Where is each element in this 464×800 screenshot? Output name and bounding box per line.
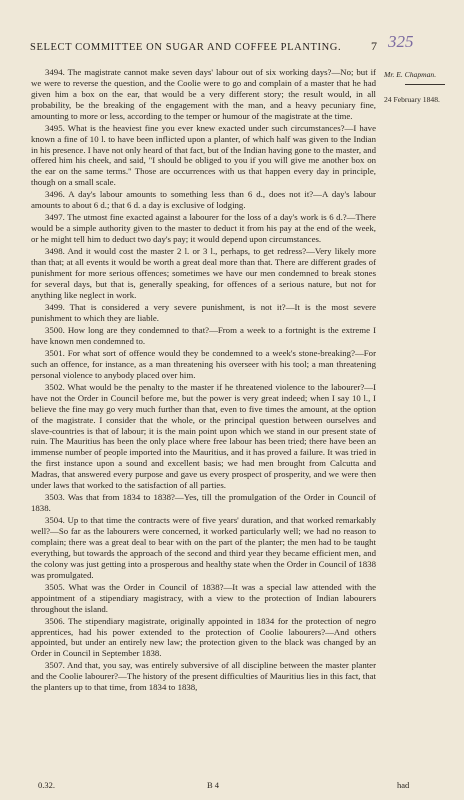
testimony-body (31, 67, 376, 694)
witness-name: Mr. E. Chapman. (384, 70, 437, 79)
footer-signature-mark: 0.32. (38, 780, 55, 790)
question-paragraph: 3503. Was that from 1834 to 1838?—Yes, till the promulgation of the Order in Council of 1838. (31, 492, 376, 514)
question-paragraph: 3505. What was the Order in Council of 1838?—It was a special law attended with the appointment of a stipendiary magistracy, with a view to the protection of Indian labourers throughout the island. (31, 581, 376, 614)
handwritten-folio-number: 325 (388, 32, 414, 51)
footer-catchword: had (397, 780, 410, 790)
question-paragraph: 3507. And that, you say, was entirely subversive of all discipline between the master planter and the Coolie labourer?—The history of the present difficulties of Mauritius lies in this fact, that the planters up to that time, from 1834 to 1838, (31, 660, 376, 693)
page-header-title: SELECT COMMITTEE ON SUGAR AND COFFEE PLANTING. (30, 42, 342, 53)
footer-sheet-mark: B 4 (207, 780, 220, 790)
question-paragraph: 3497. The utmost fine exacted against a labourer for the loss of a day's work is 6 d.?—There would be a simple authority given to the master to deduct it from his pay at the end of the week, or he might tell him to deduct two day's pay; it would depend upon circumstances. (31, 212, 376, 245)
question-paragraph: 3501. For what sort of offence would they be condemned to a week's stone-breaking?—For such an offence, for instance, as a man threatening his overseer with his tool; a man threatening personal violence to anybody placed over him. (31, 347, 376, 380)
testimony-date: 24 February 1848. (384, 95, 440, 104)
question-paragraph: 3495. What is the heaviest fine you ever knew exacted under such circumstances?—I have known a fine of 10 l. to have been inflicted upon a planter, of which half was given to the Indian in his presence. I have not only heard of that fact, but of the Indian having gone to the master, and offered him his cheek, and said, "I should be obliged to you if you will give me another box on the ear on the same terms." Those are occurrences with us that happen every day in principle, though on a small scale. (31, 122, 376, 188)
question-paragraph: 3502. What would be the penalty to the master if he threatened violence to the labourer?—I have not the Order in Council before me, but the power is very great indeed; when I say 10 l., I believe the fine may go very much further than that, even to five times the amount, at the option of the magistrate. I consider that the whole, or the principal question between ourselves and slave-countries is that of labour; it is the main point upon which we stand in our present state of ruin. The Mauritius has been the only place where free labour has been tried; there have been an immense number of people imported into the Mauritius, and it has proved a failure. It was tried in the first instance upon a sound and excellent basis; we had men brought from Calcutta and Madras, that answered every purpose and gave us every prospect of prosperity, and we were then under laws that worked to the satisfaction of all parties. (31, 381, 376, 491)
question-paragraph: 3499. That is considered a very severe punishment, is not it?—It is the most severe punishment to which they are liable. (31, 301, 376, 323)
question-paragraph: 3500. How long are they condemned to that?—From a week to a fortnight is the extreme I have known men condemned to. (31, 324, 376, 346)
question-paragraph: 3494. The magistrate cannot make seven days' labour out of six working days?—No; but if we were to reverse the question, and the Coolie were to go and complain of a master that he had given him a box on the ear, that would be a very different story; the result would, in all probability, be the breaking of the engagement with the man, and a heavy pecuniary fine, amounting to more or less, according to the temper or humour of the magistrate at the time. (31, 67, 376, 121)
question-paragraph: 3506. The stipendiary magistrate, originally appointed in 1834 for the protection of negro apprentices, had his power extended to the protection of Coolie labourers?—And others appointed, but under an entirely new law; the protection given to the black was changed by an Order in Council in September 1838. (31, 615, 376, 659)
question-paragraph: 3504. Up to that time the contracts were of five years' duration, and that worked remarkably well?—So far as the labourers were concerned, it worked particularly well; we had no reason to complain; there was a great deal to bear with on the part of the planter; the men had to be taught everything, but towards the approach of the second and third year they became efficient men, and the colony was just getting into a prosperous and healthy state when the Order in Council of 1838 was promulgated. (31, 515, 376, 580)
margin-rule (405, 84, 445, 85)
question-paragraph: 3498. And it would cost the master 2 l. or 3 l., perhaps, to get redress?—Very likely more than that; at all events it would be worth a great deal more than that. There are different grades of punishment for more serious offences; sometimes we have our men condemned to break stones for several days, but that is, generally speaking, for offences of a serious nature, but not for anything like neglect in work. (31, 246, 376, 300)
question-paragraph: 3496. A day's labour amounts to something less than 6 d., does not it?—A day's labour amounts to about 6 d.; that 6 d. a day is exclusive of lodging. (31, 189, 376, 211)
page-number: 7 (371, 39, 377, 53)
